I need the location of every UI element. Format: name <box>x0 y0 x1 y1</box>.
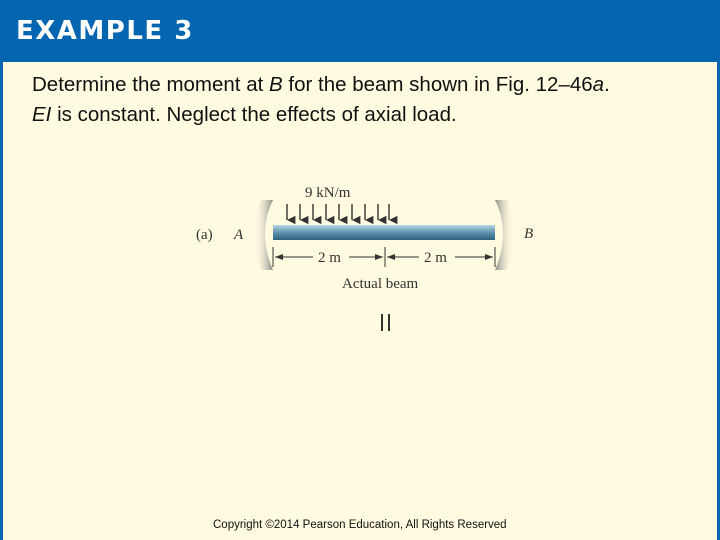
problem-text: Determine the moment at <box>32 73 269 96</box>
problem-text: is constant. Neglect the effects of axial load. <box>51 103 457 126</box>
support-a-label: A <box>234 227 244 243</box>
problem-line-2 <box>32 100 712 130</box>
header-bar <box>0 0 720 62</box>
dim-left-label: 2 m <box>318 250 341 266</box>
support-b-label: B <box>524 226 534 242</box>
right-wall-support <box>495 200 514 270</box>
beam <box>273 225 495 240</box>
part-label: (a) <box>196 227 213 243</box>
beam-caption: Actual beam <box>342 276 419 292</box>
dimension-line <box>273 247 495 267</box>
dim-right-label: 2 m <box>424 250 447 266</box>
problem-text: . <box>604 73 610 96</box>
copyright-text: Copyright ©2014 Pearson Education, All Rights Reserved <box>213 519 507 531</box>
problem-statement <box>32 70 712 130</box>
problem-text: for the beam shown in Fig. 12–46 <box>282 73 593 96</box>
slide-title: EXAMPLE 3 <box>16 16 194 46</box>
point-b-ref: B <box>269 73 283 96</box>
beam-figure <box>185 175 565 345</box>
problem-line-1 <box>32 70 712 100</box>
load-label: 9 kN/m <box>305 185 351 201</box>
equals-sign <box>382 314 389 331</box>
distributed-load-arrows <box>287 204 389 220</box>
frame-left-border <box>0 62 3 540</box>
left-wall-support <box>254 200 273 270</box>
figure-part-ref: a <box>592 73 605 96</box>
ei-ref: EI <box>32 103 52 126</box>
